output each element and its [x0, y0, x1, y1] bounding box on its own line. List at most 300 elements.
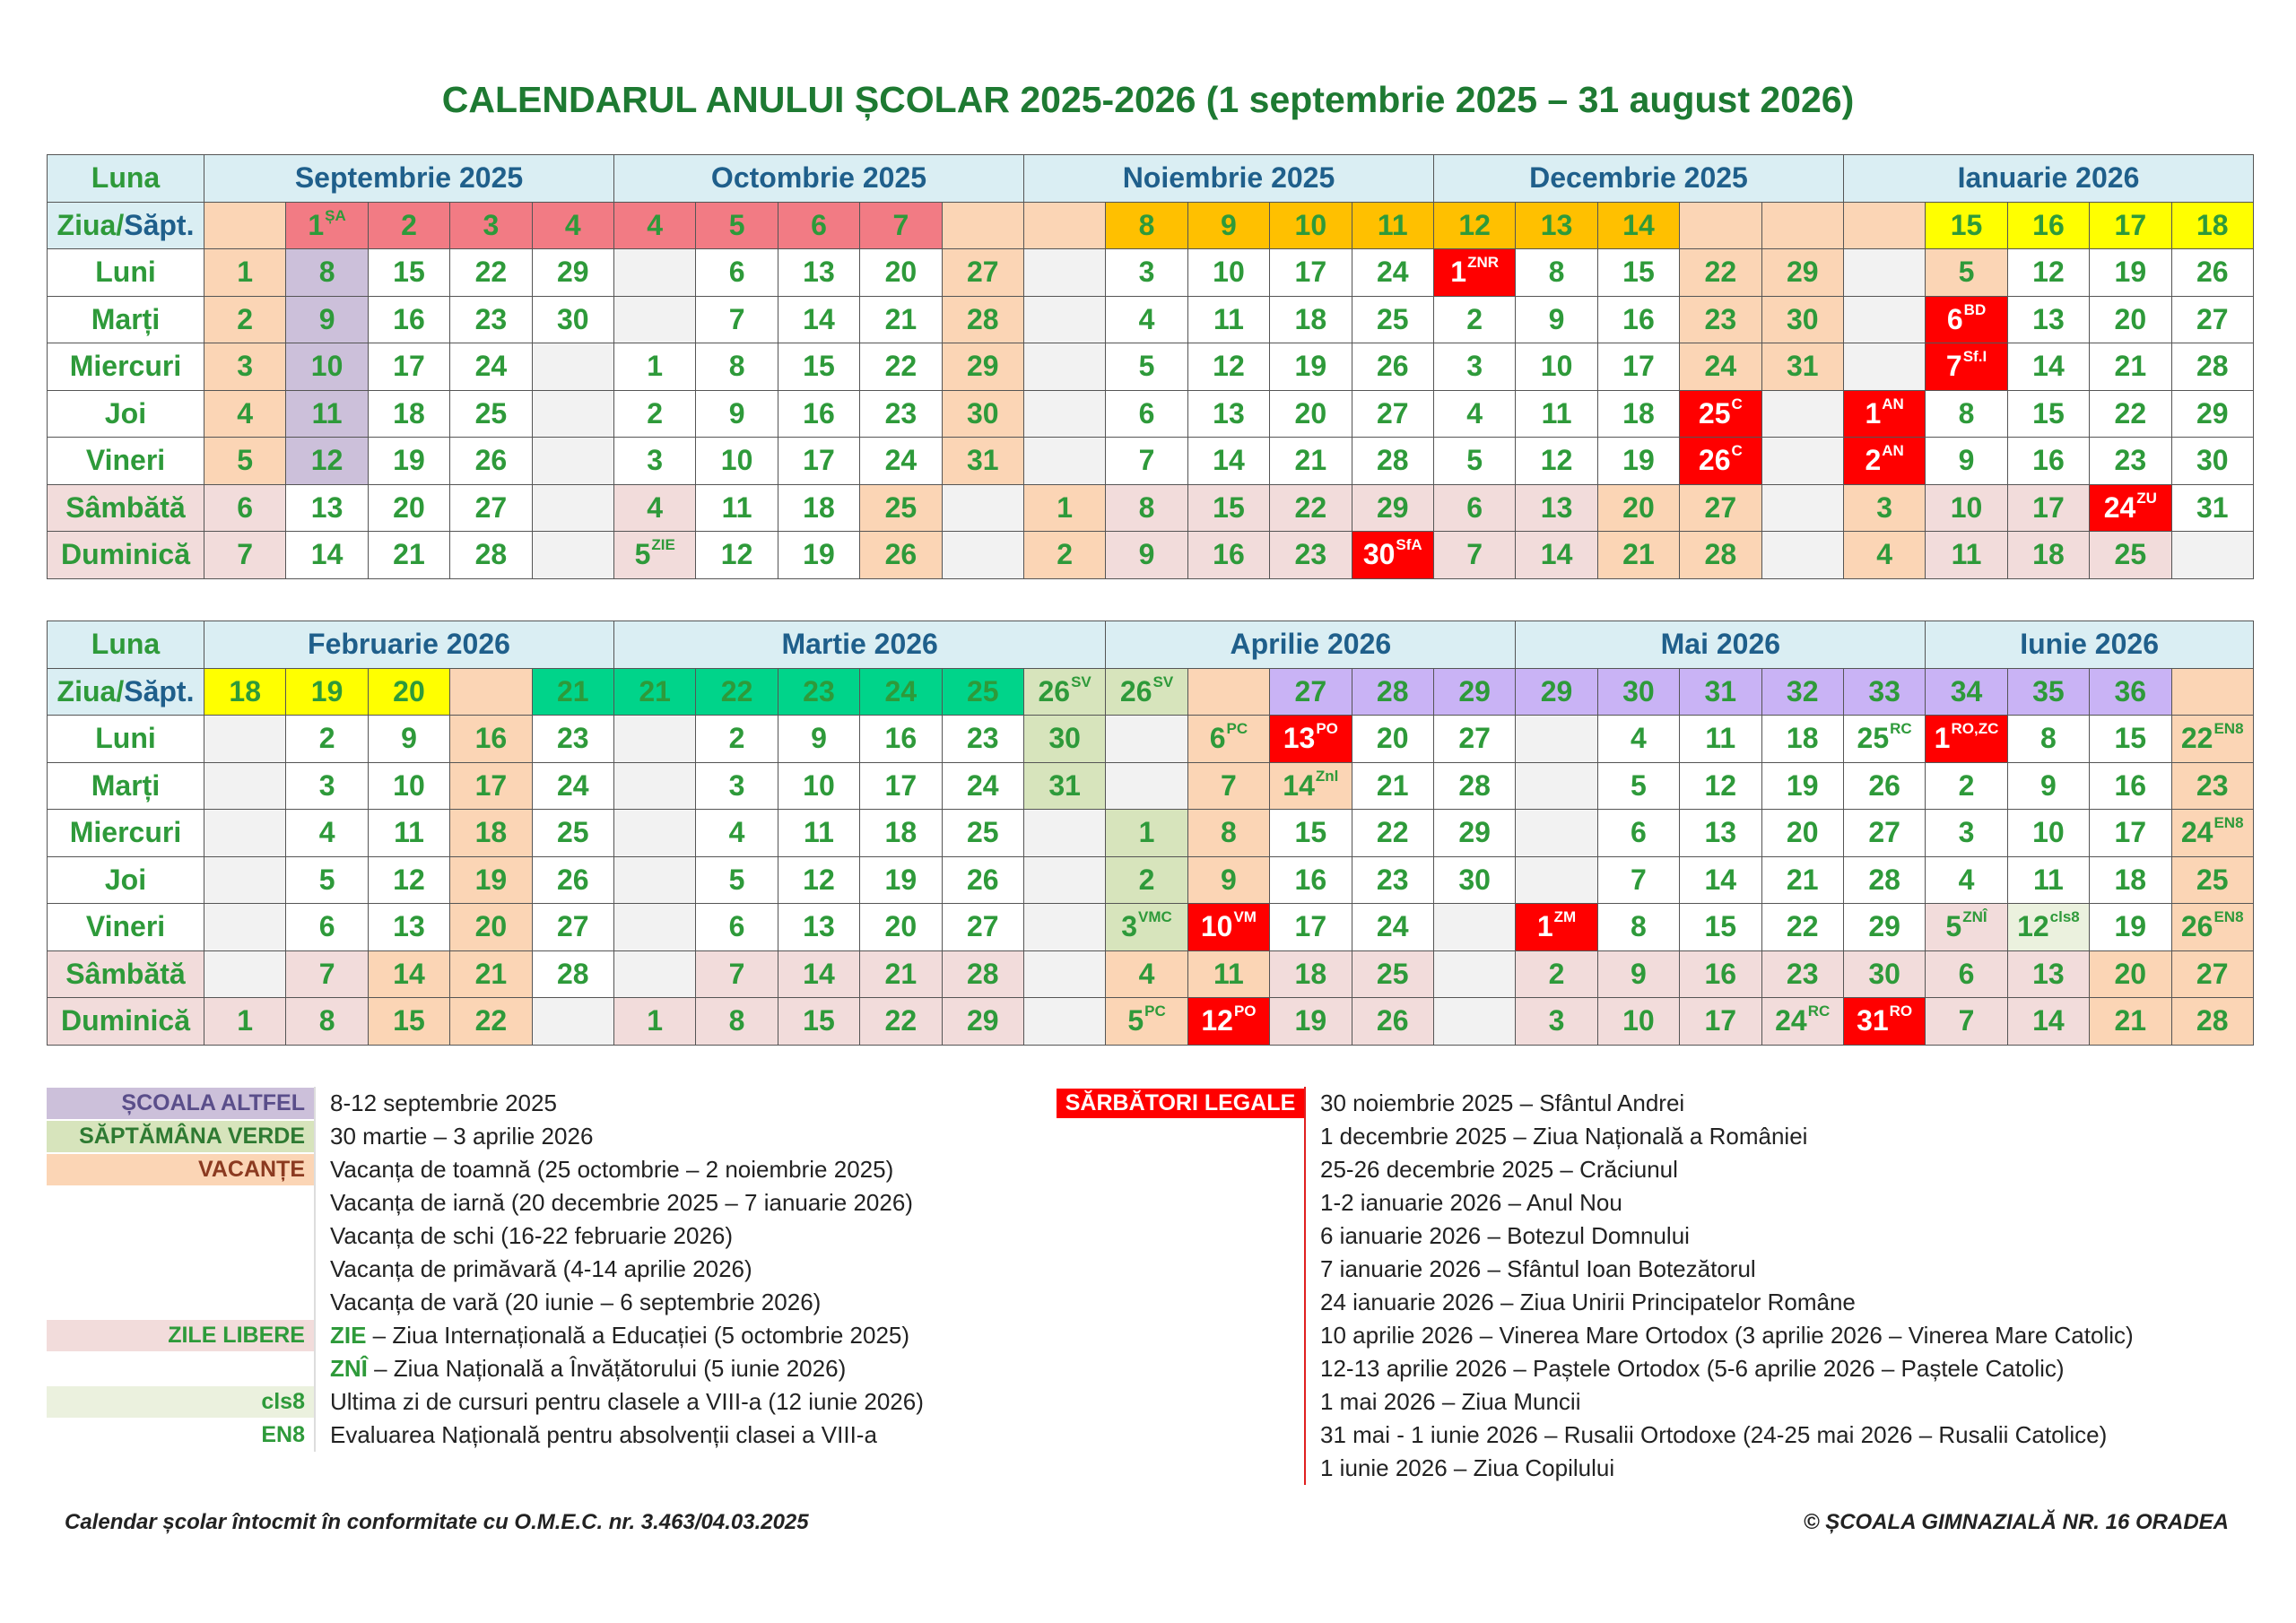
cell-value: 1: [237, 256, 254, 289]
day-cell: [942, 249, 1023, 297]
day-cell: [1843, 390, 1925, 438]
cell-value: 5: [634, 538, 651, 571]
day-cell: [2007, 856, 2089, 904]
cell-value: 31: [2196, 490, 2229, 524]
holiday-text: 1-2 ianuarie 2026 – Anul Nou: [1304, 1186, 1622, 1219]
cell-value: 22: [474, 256, 508, 289]
cell-annotation: C: [1731, 395, 1743, 412]
day-cell: [1270, 810, 1352, 857]
cell-annotation: PC: [1226, 720, 1248, 738]
day-cell: [1187, 343, 1269, 391]
day-cell: [696, 950, 778, 998]
week-number-cell: [1270, 668, 1352, 716]
cell-value: 29: [966, 350, 999, 383]
legend-text: [314, 1087, 557, 1120]
week-number-cell: [614, 202, 696, 249]
cell-annotation: VMC: [1138, 908, 1172, 926]
day-cell: [2171, 950, 2253, 998]
legend-row: [47, 1120, 924, 1153]
day-cell: [860, 296, 942, 343]
day-cell: [1926, 249, 2007, 297]
month-header: Aprilie 2026: [1106, 621, 1516, 669]
week-number-cell: [1761, 202, 1843, 249]
day-cell: [1352, 249, 1433, 297]
day-cell: [204, 856, 286, 904]
cell-value: 19: [1294, 350, 1327, 383]
week-number-cell: [1023, 668, 1105, 716]
cell-value: 15: [1704, 910, 1737, 943]
legal-holidays-tag: SĂRBĂTORI LEGALE: [1057, 1089, 1304, 1118]
holiday-text: 30 noiembrie 2025 – Sfântul Andrei: [1304, 1087, 1684, 1120]
cell-value: 5: [728, 208, 745, 241]
cell-value: 24: [2103, 490, 2136, 524]
cell-value: 26: [1376, 350, 1409, 383]
holiday-text: 24 ianuarie 2026 – Ziua Unirii Principatelor Române: [1304, 1286, 1856, 1319]
day-cell: [1023, 249, 1105, 297]
day-cell: [2090, 856, 2171, 904]
cell-value: 21: [884, 957, 918, 990]
cell-value: 6: [811, 208, 827, 241]
day-cell: [1270, 249, 1352, 297]
cell-annotation: PO: [1233, 1002, 1257, 1020]
day-cell: [696, 484, 778, 532]
day-cell: [778, 950, 859, 998]
cell-value: 19: [803, 538, 835, 571]
week-number-cell: [1926, 202, 2007, 249]
cell-value: 9: [1138, 538, 1155, 571]
day-cell: [1106, 810, 1187, 857]
day-cell: [450, 856, 532, 904]
day-cell: [1023, 810, 1105, 857]
legend-description: Vacanța de primăvară (4-14 aprilie 2026): [330, 1255, 752, 1282]
cell-value: 16: [1213, 538, 1245, 571]
cell-value: 5: [1466, 444, 1483, 477]
cell-value: 21: [1622, 538, 1655, 571]
legend-text: [314, 1253, 752, 1286]
cell-value: 19: [1294, 1004, 1327, 1037]
cell-annotation: EN8: [2213, 720, 2244, 738]
day-cell: [368, 532, 449, 579]
cell-value: 20: [2114, 957, 2147, 990]
legend-description: – Ziua Națională a Învățătorului (5 iunie 2026): [367, 1355, 847, 1382]
day-cell: [696, 296, 778, 343]
day-cell: [778, 810, 859, 857]
cell-value: 19: [2114, 910, 2147, 943]
cell-annotation: cls8: [2049, 908, 2080, 926]
legend-tag: [47, 1187, 314, 1219]
day-cell: [204, 810, 286, 857]
cell-value: 7: [237, 538, 254, 571]
day-cell: [532, 810, 613, 857]
day-cell: [1187, 998, 1269, 1046]
day-cell: [1270, 484, 1352, 532]
cell-value: 17: [2032, 490, 2065, 524]
cell-value: 25: [966, 674, 999, 707]
day-cell: [613, 762, 695, 810]
cell-annotation: RC: [1807, 1002, 1831, 1020]
day-cell: [1597, 904, 1679, 951]
week-number-cell: [204, 668, 286, 716]
cell-value: 3: [1121, 910, 1138, 943]
cell-value: 25: [1376, 957, 1409, 990]
cell-value: 11: [721, 490, 752, 524]
cell-value: 23: [2196, 768, 2229, 802]
day-cell: [1516, 716, 1597, 763]
day-cell: [2090, 484, 2171, 532]
day-cell: [1761, 249, 1843, 297]
cell-value: 20: [393, 490, 425, 524]
day-cell: [1352, 438, 1433, 485]
day-cell: [1680, 810, 1761, 857]
week-number-cell: [2007, 668, 2089, 716]
cell-value: 31: [1786, 350, 1819, 383]
cell-value: 9: [1221, 208, 1237, 241]
cell-value: 27: [966, 910, 999, 943]
day-cell: [1352, 950, 1433, 998]
day-cell: [1023, 998, 1105, 1046]
cell-value: 11: [1213, 957, 1244, 990]
day-cell: [532, 532, 613, 579]
cell-value: 7: [1958, 1004, 1975, 1037]
day-cell: [696, 438, 778, 485]
day-cell: [2090, 904, 2171, 951]
cell-value: 20: [1622, 490, 1655, 524]
cell-value: 23: [1704, 302, 1737, 335]
legend-row: [47, 1419, 924, 1452]
day-cell: [1761, 856, 1843, 904]
day-cell: [286, 532, 368, 579]
day-cell: [1761, 762, 1843, 810]
day-cell: [942, 532, 1023, 579]
day-cell: [614, 438, 696, 485]
row-label-luna: Luna: [48, 155, 204, 203]
legend-row: [47, 1253, 924, 1286]
day-cell: [450, 532, 532, 579]
legend-text: [314, 1352, 846, 1385]
cell-value: 27: [474, 490, 508, 524]
week-number-cell: [942, 202, 1023, 249]
day-cell: [860, 762, 942, 810]
cell-value: 13: [1213, 396, 1245, 430]
day-cell: [778, 484, 859, 532]
cell-annotation: ZU: [2136, 489, 2157, 507]
day-cell: [1187, 810, 1269, 857]
day-cell: [1761, 904, 1843, 951]
holiday-text: 12-13 aprilie 2026 – Paștele Ortodox (5-6 aprilie 2026 – Paștele Catolic): [1304, 1352, 2065, 1385]
cell-value: 25: [2196, 863, 2229, 896]
day-cell: [778, 532, 859, 579]
cell-value: 19: [474, 863, 508, 896]
day-cell: [1023, 856, 1105, 904]
row-label-week: [48, 668, 204, 716]
day-cell: [942, 716, 1023, 763]
day-cell: [778, 998, 859, 1046]
legend-tag: ȘCOALA ALTFEL: [47, 1088, 314, 1119]
cell-value: 6: [237, 490, 254, 524]
cell-value: 31: [1857, 1004, 1889, 1037]
day-cell: [1023, 343, 1105, 391]
day-cell: [860, 856, 942, 904]
legend-row: [47, 1219, 924, 1253]
day-cell: [204, 716, 286, 763]
cell-value: 27: [2196, 957, 2229, 990]
day-cell: [942, 343, 1023, 391]
legend-tag: ZILE LIBERE: [47, 1320, 314, 1351]
label-sapt: Săpt.: [124, 208, 195, 241]
day-cell: [1023, 438, 1105, 485]
day-cell: [1680, 904, 1761, 951]
legend-tag: EN8: [47, 1419, 314, 1451]
cell-value: 19: [884, 863, 918, 896]
day-cell: [1352, 390, 1433, 438]
cell-value: 3: [647, 444, 664, 477]
day-cell: [942, 998, 1023, 1046]
cell-value: 2: [1466, 302, 1483, 335]
day-cell: [1270, 998, 1352, 1046]
cell-value: 6: [1209, 722, 1226, 755]
cell-value: 8: [728, 350, 745, 383]
cell-value: 30: [1786, 302, 1819, 335]
day-cell: [2090, 390, 2171, 438]
legend-description: 30 martie – 3 aprilie 2026: [330, 1123, 594, 1150]
cell-value: 8: [1221, 816, 1237, 849]
day-cell: [860, 484, 942, 532]
day-cell: [614, 532, 696, 579]
cell-value: 9: [401, 722, 417, 755]
cell-value: 4: [1958, 863, 1975, 896]
cell-value: 28: [1376, 674, 1409, 707]
day-cell: [286, 810, 368, 857]
cell-value: 29: [2196, 396, 2229, 430]
day-cell: [1516, 343, 1597, 391]
day-cell: [286, 950, 368, 998]
cell-value: 23: [1786, 957, 1819, 990]
cell-value: 18: [1294, 302, 1327, 335]
day-cell: [450, 438, 532, 485]
cell-value: 21: [474, 957, 508, 990]
day-cell: [696, 762, 778, 810]
day-cell: [1516, 998, 1597, 1046]
cell-value: 21: [1294, 444, 1327, 477]
week-number-cell: [860, 668, 942, 716]
weekday-label: Vineri: [48, 904, 204, 951]
day-cell: [2090, 438, 2171, 485]
cell-value: 24: [1775, 1004, 1807, 1037]
day-cell: [1106, 438, 1187, 485]
cell-value: 3: [1958, 816, 1975, 849]
cell-value: 9: [2040, 768, 2057, 802]
cell-value: 26: [2180, 910, 2213, 943]
cell-value: 5: [728, 863, 745, 896]
day-cell: [2007, 343, 2089, 391]
cell-value: 7: [728, 957, 745, 990]
cell-value: 11: [311, 396, 343, 430]
day-cell: [1106, 998, 1187, 1046]
cell-value: 22: [2180, 722, 2213, 755]
day-cell: [2090, 950, 2171, 998]
cell-value: 28: [1868, 863, 1900, 896]
day-cell: [1106, 950, 1187, 998]
cell-value: 20: [884, 910, 918, 943]
cell-value: 30: [1622, 674, 1655, 707]
day-cell: [2090, 249, 2171, 297]
weekday-label: Miercuri: [48, 343, 204, 391]
cell-value: 28: [1458, 768, 1491, 802]
day-cell: [778, 296, 859, 343]
day-cell: [1926, 390, 2007, 438]
day-cell: [1761, 484, 1843, 532]
day-cell: [286, 390, 368, 438]
day-cell: [613, 998, 695, 1046]
cell-value: 24: [884, 444, 918, 477]
legend-description: Vacanța de iarnă (20 decembrie 2025 – 7 ianuarie 2026): [330, 1189, 913, 1216]
cell-value: 33: [1868, 674, 1900, 707]
cell-value: 9: [728, 396, 745, 430]
day-cell: [1680, 950, 1761, 998]
week-number-cell: [1926, 668, 2007, 716]
cell-value: 4: [564, 208, 581, 241]
cell-value: 8: [318, 1004, 335, 1037]
day-cell: [1433, 904, 1515, 951]
cell-value: 1: [308, 208, 325, 241]
cell-value: 18: [393, 396, 425, 430]
day-cell: [613, 716, 695, 763]
cell-value: 18: [2114, 863, 2147, 896]
day-cell: [286, 296, 368, 343]
cell-value: 7: [1466, 538, 1483, 571]
day-cell: [1106, 762, 1187, 810]
week-number-cell: [1270, 202, 1352, 249]
day-cell: [532, 484, 613, 532]
cell-value: 12: [1201, 1004, 1233, 1037]
cell-value: 29: [1786, 256, 1819, 289]
day-cell: [1597, 343, 1679, 391]
day-cell: [1843, 716, 1925, 763]
day-cell: [1270, 856, 1352, 904]
cell-value: 15: [803, 1004, 835, 1037]
day-cell: [1187, 249, 1269, 297]
day-cell: [286, 438, 368, 485]
cell-value: 16: [474, 722, 508, 755]
day-cell: [614, 484, 696, 532]
cell-value: 17: [1704, 1004, 1737, 1037]
cell-value: 20: [1376, 722, 1409, 755]
month-header: Septembrie 2025: [204, 155, 614, 203]
day-cell: [1761, 998, 1843, 1046]
cell-annotation: EN8: [2213, 908, 2244, 926]
month-header: Martie 2026: [613, 621, 1105, 669]
day-cell: [450, 484, 532, 532]
day-cell: [1352, 343, 1433, 391]
cell-value: 27: [1868, 816, 1900, 849]
cell-annotation: RO,ZC: [1951, 720, 1999, 738]
holiday-row: [1057, 1186, 2134, 1219]
weekday-label: Luni: [48, 716, 204, 763]
holiday-row: [1057, 1319, 2134, 1352]
cell-value: 16: [884, 722, 918, 755]
legend-text: [314, 1385, 924, 1419]
cell-annotation: VM: [1233, 908, 1257, 926]
day-cell: [1843, 249, 1925, 297]
cell-value: 3: [1876, 490, 1893, 524]
day-cell: [1597, 249, 1679, 297]
day-cell: [1761, 296, 1843, 343]
cell-value: 5: [1958, 256, 1975, 289]
cell-value: 4: [1631, 722, 1647, 755]
cell-annotation: RO: [1889, 1002, 1913, 1020]
day-cell: [942, 856, 1023, 904]
cell-value: 13: [393, 910, 425, 943]
day-cell: [2171, 438, 2253, 485]
holiday-row: [1057, 1286, 2134, 1319]
week-number-cell: [613, 668, 695, 716]
cell-value: 17: [2114, 816, 2147, 849]
holiday-row: [1057, 1120, 2134, 1153]
cell-value: 2: [1958, 768, 1975, 802]
day-cell: [1516, 249, 1597, 297]
day-cell: [368, 438, 449, 485]
holiday-row: [1057, 1385, 2134, 1419]
cell-value: 29: [1376, 490, 1409, 524]
day-cell: [204, 532, 286, 579]
day-cell: [1516, 762, 1597, 810]
cell-value: 5: [318, 863, 335, 896]
day-cell: [1680, 390, 1761, 438]
day-cell: [696, 343, 778, 391]
day-cell: [1270, 296, 1352, 343]
day-cell: [2171, 716, 2253, 763]
cell-value: 4: [237, 396, 254, 430]
cell-value: 25: [966, 816, 999, 849]
week-number-cell: [2090, 668, 2171, 716]
cell-value: 22: [884, 350, 918, 383]
cell-annotation: Znl: [1315, 767, 1339, 785]
day-cell: [2090, 532, 2171, 579]
cell-value: 14: [1622, 208, 1655, 241]
holiday-text: 7 ianuarie 2026 – Sfântul Ioan Botezătorul: [1304, 1253, 1756, 1286]
day-cell: [2007, 998, 2089, 1046]
day-cell: [1187, 484, 1269, 532]
cell-value: 13: [310, 490, 344, 524]
cell-value: 27: [1704, 490, 1737, 524]
day-cell: [2090, 810, 2171, 857]
cell-value: 16: [1622, 302, 1655, 335]
day-cell: [1187, 904, 1269, 951]
cell-value: 6: [728, 256, 745, 289]
day-cell: [613, 810, 695, 857]
cell-annotation: SfA: [1396, 536, 1422, 554]
cell-value: 3: [237, 350, 254, 383]
cell-value: 13: [1704, 816, 1737, 849]
cell-value: 14: [393, 957, 425, 990]
day-cell: [1761, 343, 1843, 391]
week-number-cell: [2171, 668, 2253, 716]
cell-value: 21: [884, 302, 918, 335]
cell-value: 14: [803, 957, 835, 990]
weekday-label: Sâmbătă: [48, 484, 204, 532]
day-cell: [204, 390, 286, 438]
cell-value: 12: [2032, 256, 2065, 289]
cell-value: 24: [474, 350, 508, 383]
cell-value: 11: [1951, 538, 1982, 571]
cell-value: 1: [1934, 722, 1951, 755]
cell-value: 30: [1048, 722, 1081, 755]
cell-value: 1: [237, 1004, 254, 1037]
day-cell: [860, 343, 942, 391]
cell-value: 1: [1536, 910, 1553, 943]
cell-value: 10: [1294, 208, 1327, 241]
holiday-text: 10 aprilie 2026 – Vinerea Mare Ortodox (3 aprilie 2026 – Vinerea Mare Catolic): [1304, 1319, 2134, 1352]
